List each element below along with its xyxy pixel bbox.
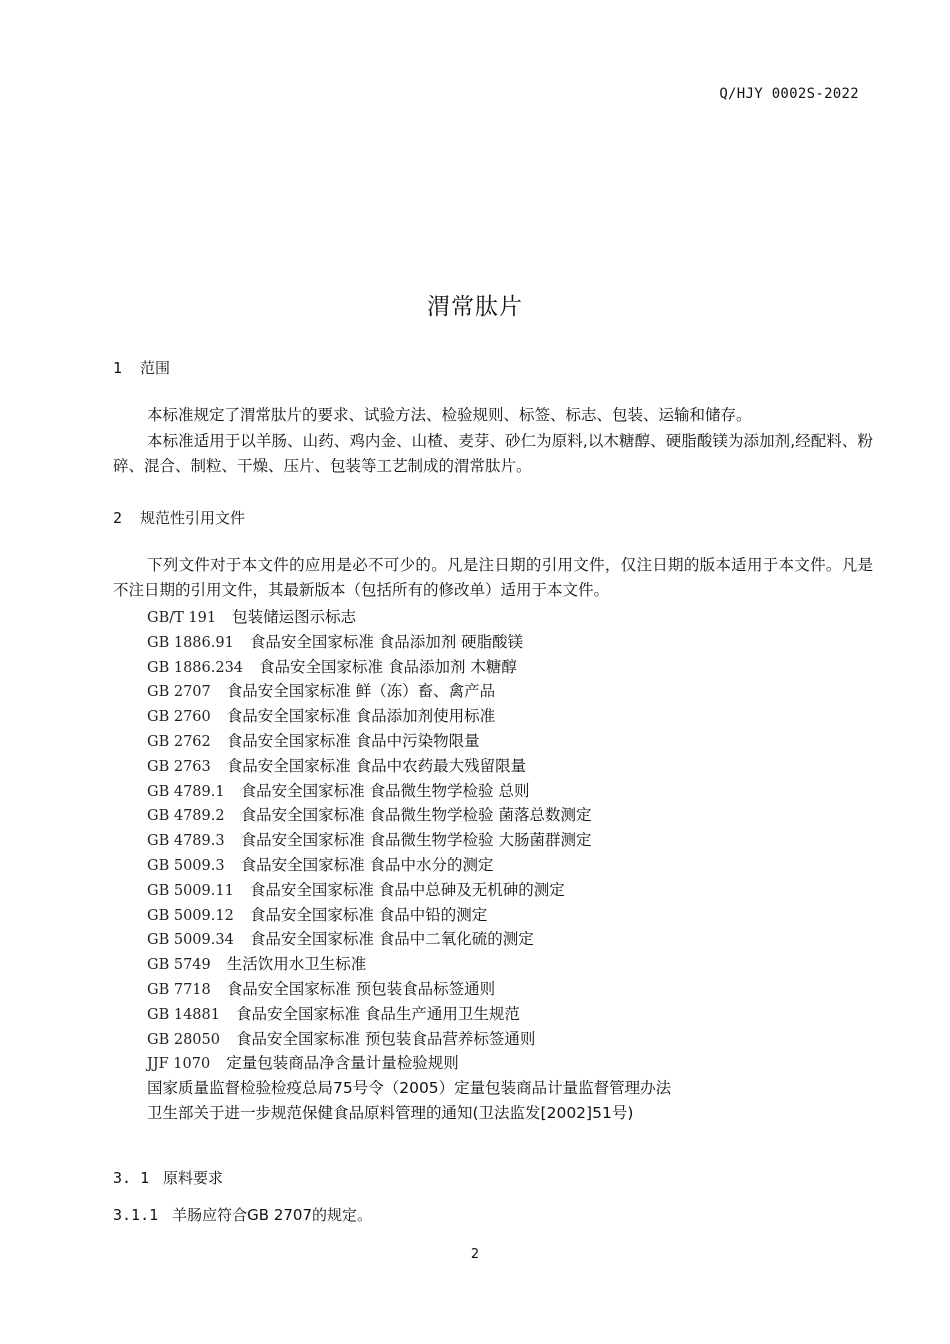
reference-code: GB 1886.234	[147, 659, 244, 676]
reference-item	[147, 1002, 671, 1027]
reference-title: 食品安全国家标准 食品添加剂 木糖醇	[259, 657, 517, 676]
document-code: Q/HJY 0002S-2022	[719, 86, 859, 102]
reference-item	[147, 1051, 671, 1076]
reference-title: 食品安全国家标准 食品生产通用卫生规范	[235, 1004, 520, 1023]
reference-item	[147, 927, 671, 952]
reference-code: GB 4789.1	[147, 783, 225, 800]
section-2-title: 规范性引用文件	[140, 509, 246, 527]
clause-3-1-1-number: 3.1.1	[113, 1206, 159, 1224]
reference-item	[147, 977, 671, 1002]
reference-title: 生活饮用水卫生标准	[226, 955, 367, 974]
reference-title: 食品安全国家标准 鲜（冻）畜、禽产品	[226, 682, 496, 701]
reference-title: 食品安全国家标准 食品微生物学检验 菌落总数测定	[240, 806, 592, 825]
reference-item	[147, 630, 671, 655]
reference-title: 食品安全国家标准 食品添加剂 硬脂酸镁	[249, 632, 524, 651]
reference-title: 食品安全国家标准 预包装食品营养标签通则	[235, 1029, 536, 1048]
reference-title: 卫生部关于进一步规范保健食品原料管理的通知(卫法监发[2002]51号)	[147, 1103, 634, 1122]
reference-code: JJF 1070	[147, 1056, 211, 1073]
reference-item	[147, 779, 671, 804]
section-3-1-heading	[113, 1167, 223, 1188]
scope-paragraph-1: 本标准规定了渭常肽片的要求、试验方法、检验规则、标签、标志、包装、运输和储存。	[147, 406, 752, 424]
reference-code: GB 2707	[147, 684, 211, 701]
section-2-number: 2	[113, 509, 123, 527]
reference-title: 食品安全国家标准 食品中铅的测定	[249, 905, 488, 924]
reference-code: GB 28050	[147, 1031, 220, 1048]
reference-code: GB 4789.3	[147, 833, 225, 850]
reference-code: GB 5009.11	[147, 882, 234, 899]
reference-code: GB 5749	[147, 957, 211, 974]
page-number: 2	[470, 1247, 480, 1262]
reference-title: 食品安全国家标准 食品微生物学检验 总则	[240, 781, 530, 800]
reference-item	[147, 679, 671, 704]
scope-paragraph-2: 本标准适用于以羊肠、山药、鸡内金、山楂、麦芽、砂仁为原料,以木糖醇、硬脂酸镁为添加剂,经配料、粉碎、混合、制粒、干燥、压片、包装等工艺制成的渭常肽片。	[113, 432, 873, 475]
reference-code: GB 5009.3	[147, 857, 225, 874]
section-2-heading	[113, 507, 245, 528]
reference-title: 食品安全国家标准 预包装食品标签通则	[226, 979, 496, 998]
reference-item	[147, 729, 671, 754]
clause-3-1-1-text: 羊肠应符合GB 2707的规定。	[172, 1206, 373, 1224]
reference-title: 国家质量监督检验检疫总局75号令（2005）定量包装商品计量监督管理办法	[147, 1079, 672, 1098]
reference-code: GB 14881	[147, 1006, 220, 1023]
document-title: 渭常肽片	[427, 294, 523, 320]
reference-title: 定量包装商品净含量计量检验规则	[226, 1054, 459, 1073]
reference-title: 包装储运图示标志	[232, 608, 357, 626]
section-3-1-number: 3. 1	[113, 1169, 150, 1187]
reference-item	[147, 828, 671, 853]
reference-code: GB 5009.34	[147, 932, 234, 949]
reference-title: 食品安全国家标准 食品中二氧化硫的测定	[249, 930, 534, 949]
reference-item	[147, 754, 671, 779]
clause-3-1-1	[113, 1204, 372, 1225]
reference-code: GB 1886.91	[147, 634, 234, 651]
reference-title: 食品安全国家标准 食品中水分的测定	[240, 855, 494, 874]
reference-item	[147, 1101, 671, 1126]
reference-item	[147, 878, 671, 903]
reference-code: GB 2760	[147, 709, 211, 726]
reference-title: 食品安全国家标准 食品微生物学检验 大肠菌群测定	[240, 831, 592, 850]
normative-references-list	[147, 605, 671, 1126]
reference-item	[147, 1027, 671, 1052]
reference-item	[147, 903, 671, 928]
reference-code: GB 7718	[147, 981, 211, 998]
reference-code: GB 2762	[147, 733, 211, 750]
section-3-1-title: 原料要求	[163, 1169, 224, 1187]
reference-title: 食品安全国家标准 食品中总砷及无机砷的测定	[249, 880, 565, 899]
reference-item	[147, 952, 671, 977]
reference-item	[147, 704, 671, 729]
reference-item	[147, 605, 671, 630]
references-intro-paragraph: 下列文件对于本文件的应用是必不可少的。凡是注日期的引用文件，仅注日期的版本适用于本文件。凡是不注日期的引用文件，其最新版本（包括所有的修改单）适用于本文件。	[113, 556, 873, 599]
reference-title: 食品安全国家标准 食品中农药最大残留限量	[226, 756, 527, 775]
reference-title: 食品安全国家标准 食品中污染物限量	[226, 731, 480, 750]
reference-item	[147, 803, 671, 828]
reference-item	[147, 853, 671, 878]
section-1-title: 范围	[140, 359, 171, 377]
reference-code: GB 2763	[147, 758, 211, 775]
section-1-heading	[113, 357, 170, 378]
reference-code: GB 5009.12	[147, 907, 234, 924]
reference-title: 食品安全国家标准 食品添加剂使用标准	[226, 707, 496, 726]
reference-item	[147, 1076, 671, 1101]
reference-code: GB/T 191	[147, 610, 217, 626]
section-1-number: 1	[113, 359, 123, 377]
reference-code: GB 4789.2	[147, 808, 225, 825]
reference-item	[147, 655, 671, 680]
